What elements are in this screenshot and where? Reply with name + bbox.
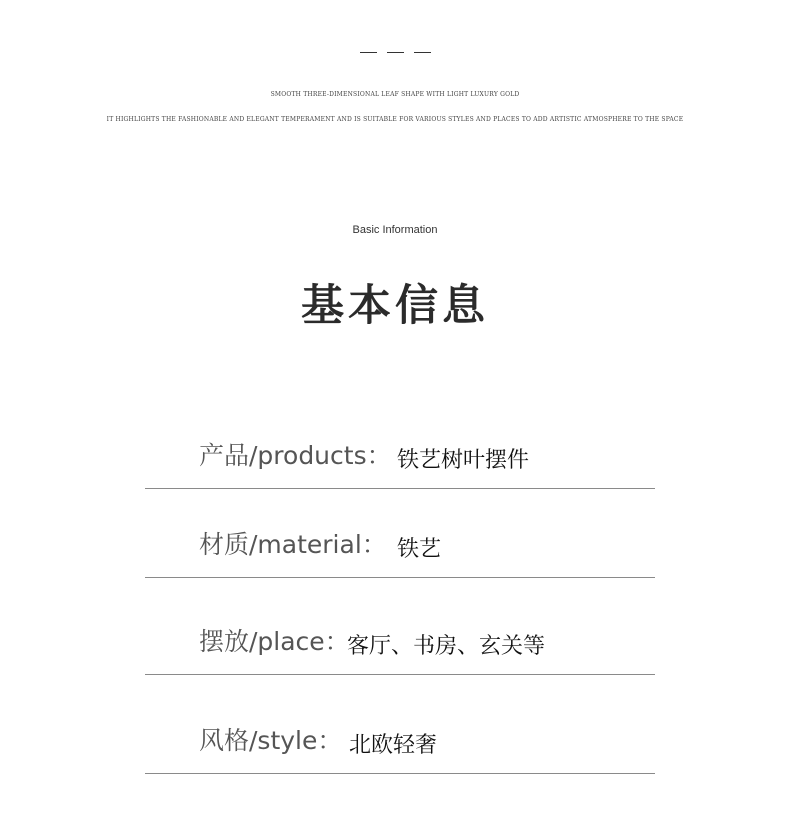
info-value: 客厅、书房、玄关等 [347,634,546,659]
section-subtitle: Basic Information [352,224,438,236]
tagline-secondary: IT HIGHLIGHTS THE FASHIONABLE AND ELEGANT TEMPERAMENT AND IS SUITABLE FOR VARIOUS STYLES AND PLACES TO ADD ARTISTIC ATMOSPHERE TO THE SPACE [106,116,684,123]
info-row-products [145,441,655,489]
dash [360,52,377,53]
info-value: 铁艺树叶摆件 [397,448,530,473]
info-label: 风格/style： [199,726,343,755]
dash [387,52,404,53]
info-row-place [145,627,655,675]
info-value: 北欧轻奢 [349,733,438,758]
dash [414,52,431,53]
info-label: 材质/material： [199,530,387,559]
tagline-primary: SMOOTH THREE-DIMENSIONAL LEAF SHAPE WITH LIGHT LUXURY GOLD [270,91,520,98]
info-label: 摆放/place： [199,627,350,656]
section-title: 基本信息 [301,281,489,331]
info-label: 产品/products： [199,441,392,470]
info-value: 铁艺 [397,537,442,562]
info-row-style [145,726,655,774]
info-row-material [145,530,655,578]
decorative-dashes [0,52,790,53]
